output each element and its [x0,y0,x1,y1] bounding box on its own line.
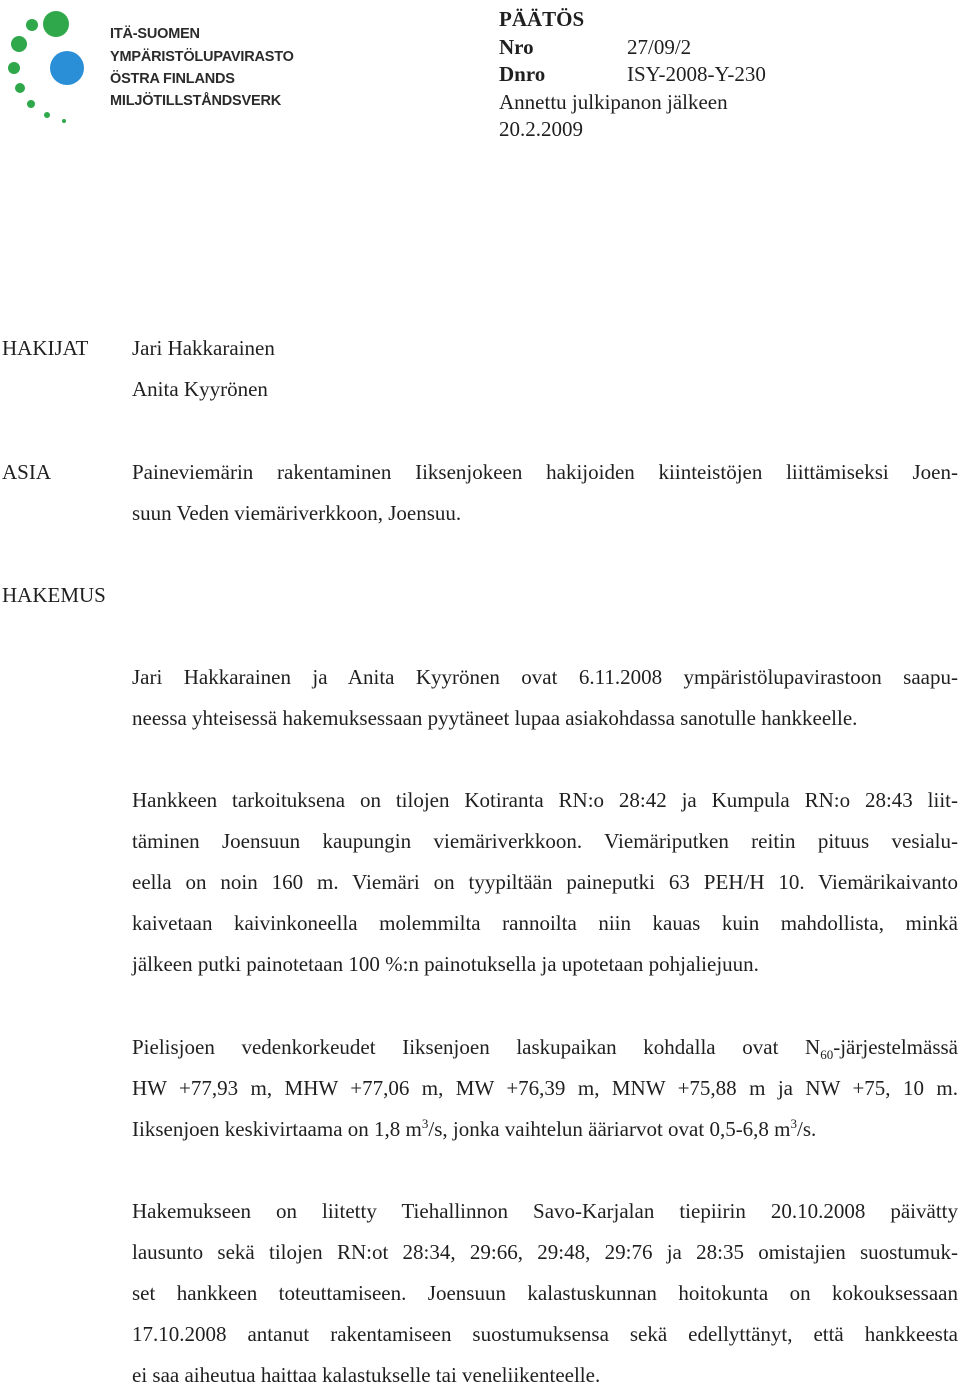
logo-dot [44,112,50,118]
application-paragraph-1 [132,657,958,739]
text-fragment: /s. [797,1117,817,1141]
nro-value: 27/09/2 [627,34,692,59]
text-line: Jari Hakkarainen ja Anita Kyyrönen ovat 6.11.2008 ympäristölupavirastoon saapu- [132,665,958,689]
text-line: Paineviemärin rakentaminen Iiksenjokeen hakijoiden kiinteistöjen liittämiseksi Joen- [132,460,958,484]
text-fragment: /s, jonka vaihtelun ääriarvot ovat 0,5-6,8 m [428,1117,791,1141]
applicants-list [132,328,958,410]
logo-text-line: YMPÄRISTÖLUPAVIRASTO [110,49,294,65]
logo-dot [26,19,38,31]
text-fragment: -järjestelmässä [833,1035,958,1059]
dnro-value: ISY-2008-Y-230 [627,62,766,86]
dnro-row [499,61,766,89]
text-fragment: Pielisjoen vedenkorkeudet Iiksenjoen laskupaikan kohdalla ovat N [132,1035,821,1059]
applicant-name: Jari Hakkarainen [132,336,275,360]
logo-dot [11,36,27,52]
nro-label: Nro [499,34,534,59]
decision-header [499,6,766,144]
text-line: 17.10.2008 antanut rakentamiseen suostumuksensa sekä edellyttänyt, että hankkeesta [132,1322,958,1346]
logo-dot [43,11,69,37]
superscript: 3 [790,1116,798,1131]
text-line [132,1109,958,1150]
applicant-name: Anita Kyyrönen [132,377,268,401]
text-fragment: Iiksenjoen keskivirtaama on 1,8 m [132,1117,422,1141]
matter-text [132,452,958,534]
nro-row [499,34,766,62]
text-line: set hankkeen toteuttamiseen. Joensuun kalastuskunnan hoitokunta on kokouksessaan [132,1281,958,1305]
text-line: eella on noin 160 m. Viemäri on tyypiltään paineputki 63 PEH/H 10. Viemärikaivanto [132,870,958,894]
text-line: täminen Joensuun kaupungin viemäriverkkoon. Viemäriputken reitin pituus vesialu- [132,829,958,853]
agency-logo [0,0,330,130]
text-line: Hakemukseen on liitetty Tiehallinnon Savo-Karjalan tiepiirin 20.10.2008 päivätty [132,1199,958,1223]
subscript: 60 [820,1047,834,1063]
logo-text-line: ITÄ-SUOMEN [110,26,200,42]
text-line: HW +77,93 m, MHW +77,06 m, MW +76,39 m, MNW +75,88 m ja NW +75, 10 m. [132,1076,958,1100]
application-paragraph-4 [132,1191,958,1396]
logo-dot [50,51,84,85]
issued-date: 20.2.2009 [499,117,583,141]
text-line: neessa yhteisessä hakemuksessaan pyytäneet lupaa asiakohdassa sanotulle hankkeelle. [132,706,858,730]
superscript: 3 [421,1116,429,1131]
application-paragraph-2 [132,780,958,985]
logo-dot [27,100,35,108]
logo-dots-graphic [0,0,110,130]
text-line: jälkeen putki painotetaan 100 %:n painotuksella ja upotetaan pohjaliejuun. [132,952,759,976]
text-line [132,1027,958,1068]
text-line: lausunto sekä tilojen RN:ot 28:34, 29:66, 29:48, 29:76 ja 28:35 omistajien suostumuk- [132,1240,958,1264]
dnro-label: Dnro [499,62,546,86]
decision-title: PÄÄTÖS [499,7,585,31]
logo-text-line: MILJÖTILLSTÅNDSVERK [110,93,282,109]
issued-text: Annettu julkipanon jälkeen [499,89,728,114]
logo-dot [62,119,66,123]
application-paragraph-3 [132,1027,958,1150]
logo-text-line: ÖSTRA FINLANDS [110,71,235,87]
text-line: kaivetaan kaivinkoneella molemmilta rannoilta niin kauas kuin mahdollista, minkä [132,911,958,935]
text-line: ei saa aiheutua haittaa kalastukselle tai veneliikenteelle. [132,1363,601,1387]
section-label-asia: ASIA [2,460,52,484]
section-label-hakemus: HAKEMUS [2,583,106,607]
section-label-hakijat: HAKIJAT [2,336,89,360]
logo-dot [8,62,20,74]
text-line: Hankkeen tarkoituksena on tilojen Kotiranta RN:o 28:42 ja Kumpula RN:o 28:43 liit- [132,788,958,812]
text-line: suun Veden viemäriverkkoon, Joensuu. [132,501,462,525]
logo-dot [15,83,25,93]
